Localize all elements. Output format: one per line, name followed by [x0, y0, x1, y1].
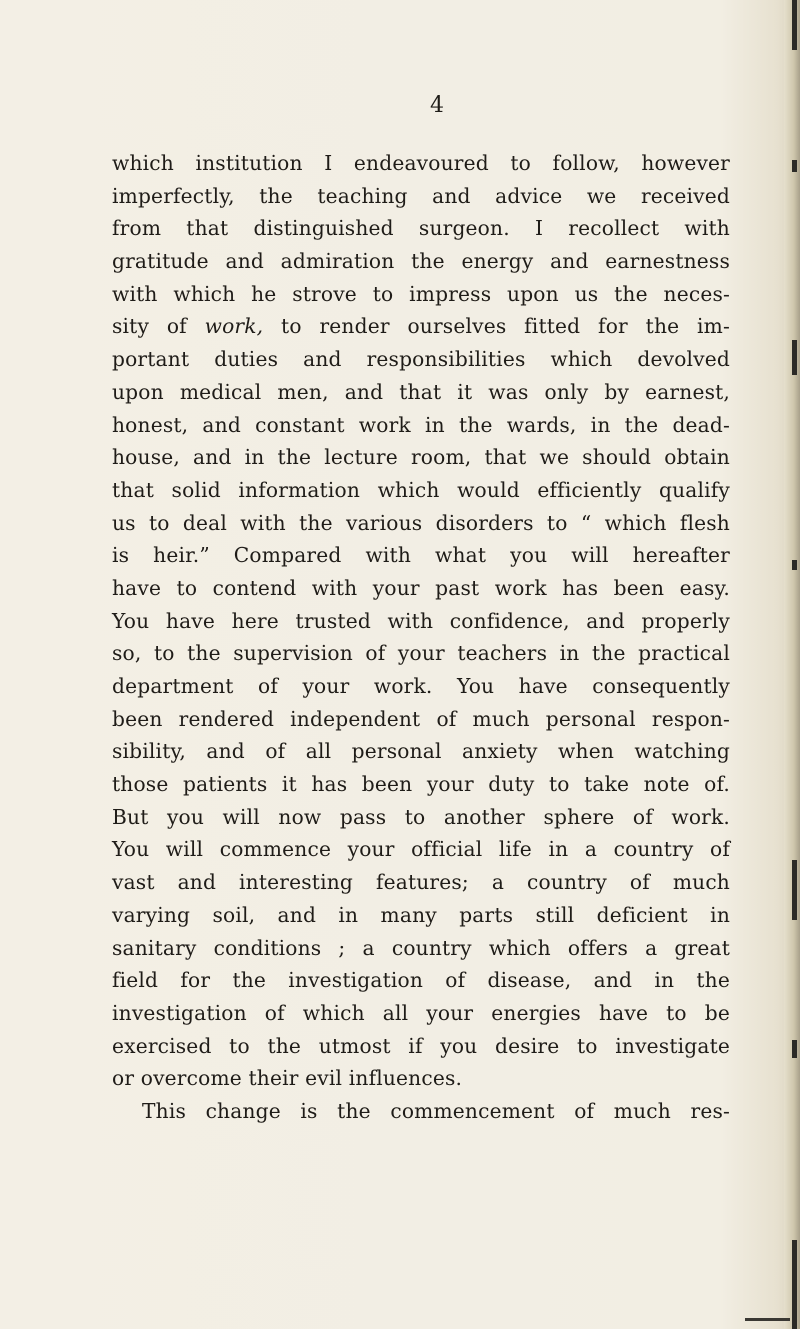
body-text: [112, 147, 730, 1128]
text-line: is heir.” Compared with what you will hereafter: [112, 543, 730, 568]
text-line: portant duties and responsibilities which devolved: [112, 347, 730, 372]
text-line: with which he strove to impress upon us the neces-: [112, 281, 730, 306]
text-line: gratitude and admiration the energy and earnestness: [112, 249, 730, 274]
text-line: You will commence your official life in a country of: [112, 837, 730, 862]
text-line: upon medical men, and that it was only by earnest,: [112, 379, 730, 404]
edge-mark: [792, 1240, 797, 1329]
text-line: vast and interesting features; a country of much: [112, 870, 730, 895]
text-line: varying soil, and in many parts still deficient in: [112, 902, 730, 927]
text-line: so, to the supervision of your teachers in the practical: [112, 641, 730, 666]
text-line: sanitary conditions ; a country which offers a great: [112, 935, 730, 960]
text-line: those patients it has been your duty to take note of.: [112, 772, 730, 797]
text-line: investigation of which all your energies have to be: [112, 1000, 730, 1025]
edge-mark: [792, 0, 797, 50]
edge-mark: [792, 860, 797, 920]
text-line: have to contend with your past work has been easy.: [112, 575, 730, 600]
italic-word: work,: [204, 314, 264, 339]
text-line: us to deal with the various disorders to “ which flesh: [112, 510, 730, 535]
bottom-edge-mark: [745, 1318, 790, 1321]
text-line: from that distinguished surgeon. I recollect with: [112, 216, 730, 241]
text-line: which institution I endeavoured to follow, however: [112, 151, 730, 175]
text-line-with-italic: [112, 310, 730, 343]
edge-mark: [792, 560, 797, 570]
text-line: that solid information which would efficiently qualify: [112, 477, 730, 502]
text-line: house, and in the lecture room, that we should obtain: [112, 445, 730, 470]
page-edge-shadow: [784, 0, 800, 1329]
text-line: field for the investigation of disease, and in the: [112, 968, 730, 993]
text-line: exercised to the utmost if you desire to investigate: [112, 1033, 730, 1058]
text-line: sibility, and of all personal anxiety when watching: [112, 739, 730, 764]
edge-mark: [792, 1040, 797, 1058]
text-line: imperfectly, the teaching and advice we received: [112, 183, 730, 208]
edge-mark: [792, 160, 797, 172]
text-line: You have here trusted with confidence, and properly: [112, 608, 730, 633]
text-line: been rendered independent of much personal respon-: [112, 706, 730, 731]
paragraph-end-line: or overcome their evil influences.: [112, 1066, 463, 1091]
text-segment: to render ourselves fitted for the im-: [263, 314, 730, 339]
page-number: 4: [430, 93, 445, 118]
text-line: But you will now pass to another sphere of work.: [112, 804, 730, 829]
paragraph-start-line: This change is the commencement of much res-: [142, 1098, 730, 1123]
text-line: department of your work. You have consequently: [112, 674, 730, 698]
text-line: honest, and constant work in the wards, in the dead-: [112, 412, 730, 437]
text-segment: sity of: [112, 314, 205, 339]
edge-mark: [792, 340, 797, 375]
